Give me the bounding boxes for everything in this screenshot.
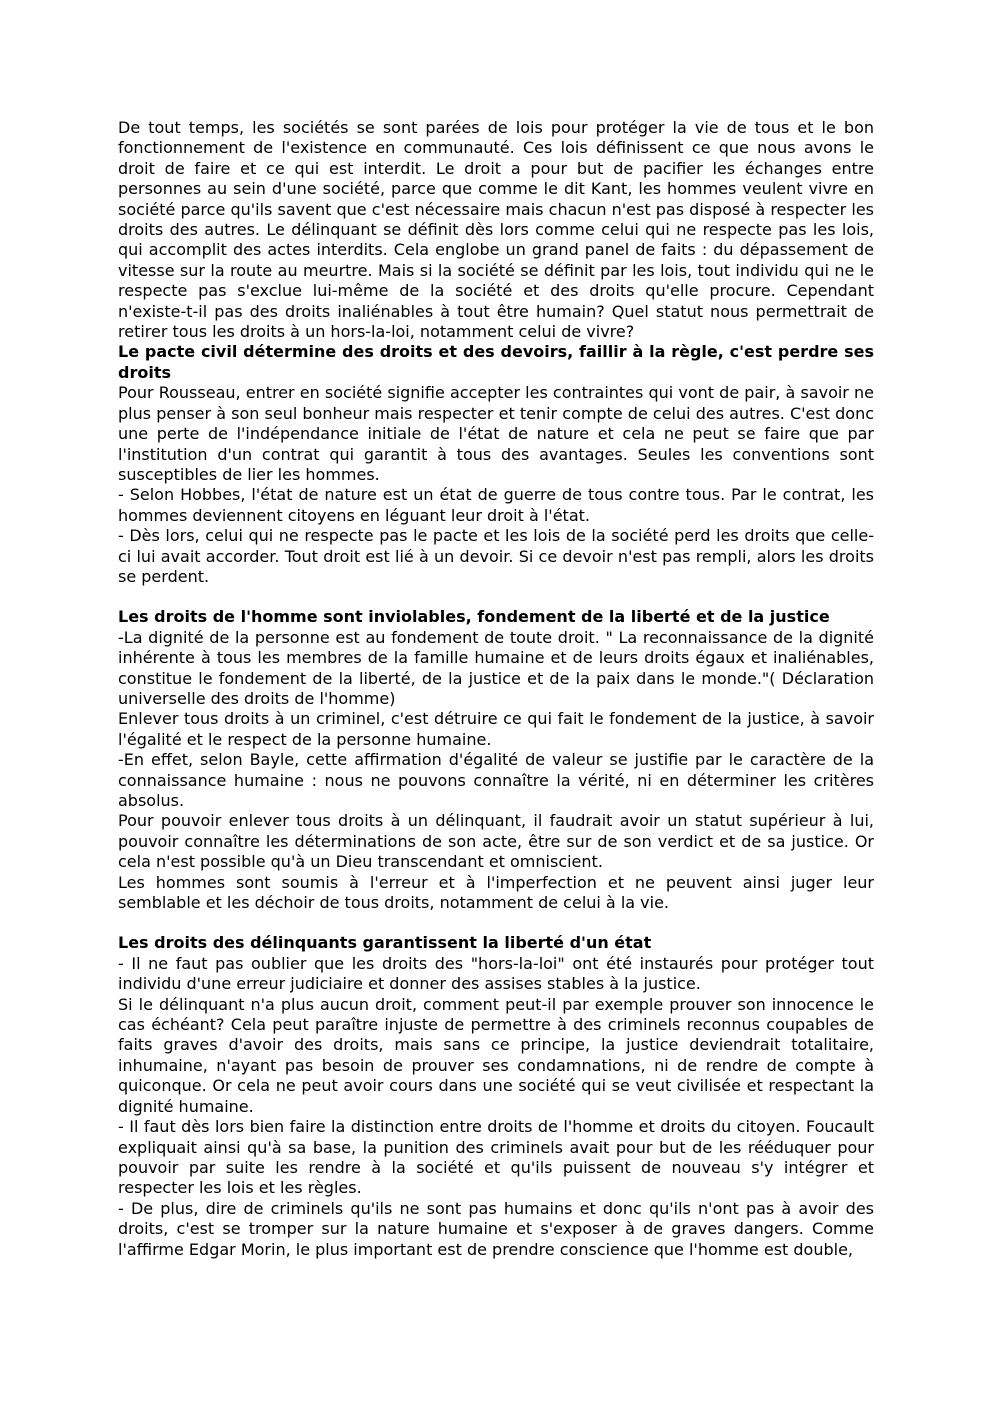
- paragraph: Les hommes sont soumis à l'erreur et à l'imperfection et ne peuvent ainsi juger leur semblable et les déchoir de tous droits, notamment de celui à la vie.: [118, 872, 874, 913]
- paragraph: - Selon Hobbes, l'état de nature est un état de guerre de tous contre tous. Par le contrat, les hommes deviennent citoyens en léguant leur droit à l'état.: [118, 485, 874, 525]
- paragraph: Si le délinquant n'a plus aucun droit, comment peut-il par exemple prouver son innocence le cas échéant? Cela peut paraître injuste de permettre à des criminels reconnus coupables de faits graves d'avoir des droits, mais sans ce principe, la justice deviendrait totalitaire, inhumaine, n'ayant pas besoin de prouver ses condamnations, ni de rendre de compte à quiconque. Or cela ne peut avoir cours dans une société qui se veut civilisée et respectant la dignité humaine.: [118, 994, 874, 1116]
- section-delinquent-rights: [118, 933, 874, 1260]
- section-heading: Le pacte civil détermine des droits et des devoirs, faillir à la règle, c'est perdre ses droits: [118, 342, 874, 382]
- paragraph: - Dès lors, celui qui ne respecte pas le pacte et les lois de la société perd les droits que celle-ci lui avait accorder. Tout droit est lié à un devoir. Si ce devoir n'est pas rempli, alors les droits se perdent.: [118, 526, 874, 586]
- paragraph: Enlever tous droits à un criminel, c'est détruire ce qui fait le fondement de la justice, à savoir l'égalité et le respect de la personne humaine.: [118, 709, 874, 749]
- paragraph: Pour pouvoir enlever tous droits à un délinquant, il faudrait avoir un statut supérieur à lui, pouvoir connaître les déterminations de son acte, être sur de son verdict et de sa justice. Or cela n'est possible qu'à un Dieu transcendant et omniscient.: [118, 811, 874, 872]
- paragraph: Pour Rousseau, entrer en société signifie accepter les contraintes qui vont de pair, à savoir ne plus penser à son seul bonheur mais respecter et tenir compte de celui des autres. C'est donc une perte de l'indépendance initiale de l'état de nature et cela ne peut se faire que par l'institution d'un contrat qui garantit à tous des avantages. Seules les conventions sont susceptibles de lier les hommes.: [118, 383, 874, 484]
- section-heading: Les droits des délinquants garantissent la liberté d'un état: [118, 933, 652, 953]
- section-human-rights: [118, 607, 874, 913]
- section-social-pact: [118, 342, 874, 587]
- paragraph: - De plus, dire de criminels qu'ils ne sont pas humains et donc qu'ils n'ont pas à avoir des droits, c'est se tromper sur la nature humaine et s'exposer à de graves dangers. Comme l'affirme Edgar Morin, le plus important est de prendre conscience que l'homme est double,: [118, 1198, 874, 1259]
- document-page: [118, 118, 874, 1260]
- paragraph: - Il ne faut pas oublier que les droits des "hors-la-loi" ont été instaurés pour protéger tout individu d'une erreur judiciaire et donner des assises stables à la justice.: [118, 953, 874, 994]
- paragraph: -En effet, selon Bayle, cette affirmation d'égalité de valeur se justifie par le caractère de la connaissance humaine : nous ne pouvons connaître la vérité, ni en déterminer les critères absolus.: [118, 750, 874, 810]
- paragraph: - Il faut dès lors bien faire la distinction entre droits de l'homme et droits du citoyen. Foucault expliquait ainsi qu'à sa base, la punition des criminels avait pour but de les rééduquer pour pouvoir par suite les rendre à la société et qu'ils puissent de nouveau s'y intégrer et respecter les lois et les règles.: [118, 1117, 874, 1198]
- section-heading: Les droits de l'homme sont inviolables, fondement de la liberté et de la justice: [118, 607, 830, 627]
- paragraph: -La dignité de la personne est au fondement de toute droit. " La reconnaissance de la dignité inhérente à tous les membres de la famille humaine et de leurs droits égaux et inaliénables, constitue le fondement de la liberté, de la justice et de la paix dans le monde."( Déclaration universelle des droits de l'homme): [118, 627, 874, 708]
- intro-paragraph: De tout temps, les sociétés se sont parées de lois pour protéger la vie de tous et le bon fonctionnement de l'existence en communauté. Ces lois définissent ce que nous avons le droit de faire et ce qui est interdit. Le droit a pour but de pacifier les échanges entre personnes au sein d'une société, parce que comme le dit Kant, les hommes veulent vivre en société parce qu'ils savent que c'est nécessaire mais chacun n'est pas disposé à respecter les droits des autres. Le délinquant se définit dès lors comme celui qui ne respecte pas les lois, qui accomplit des actes interdits. Cela englobe un grand panel de faits : du dépassement de vitesse sur la route au meurtre. Mais si la société se définit par les lois, tout individu qui ne le respecte pas s'exclue lui-même de la société et des droits qu'elle procure. Cependant n'existe-t-il pas des droits inaliénables à tout être humain? Quel statut nous permettrait de retirer tous les droits à un hors-la-loi, notamment celui de vivre?: [118, 118, 874, 342]
